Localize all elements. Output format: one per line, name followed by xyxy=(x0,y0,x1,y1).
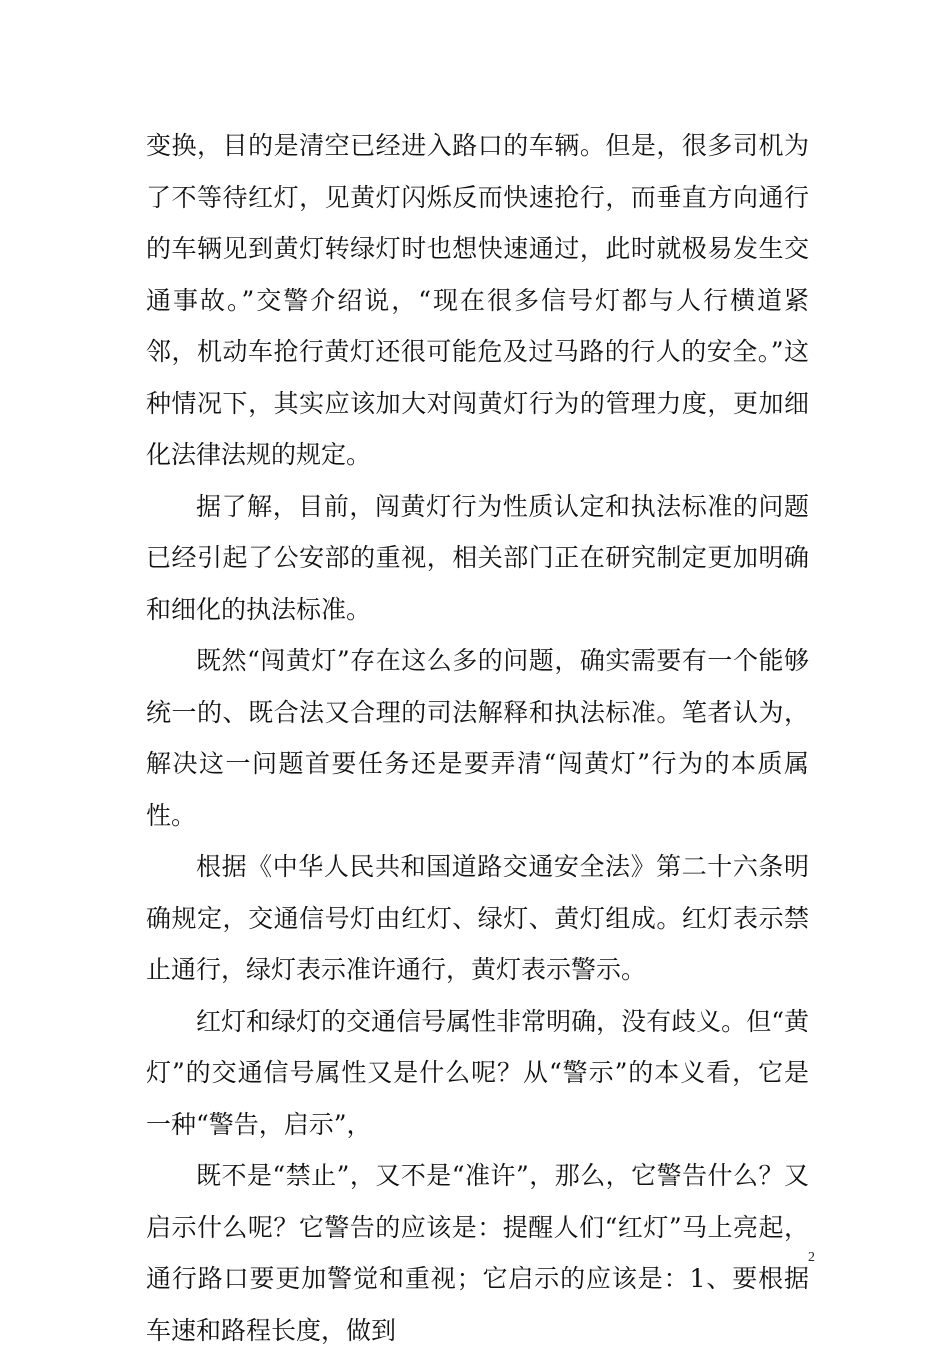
page-number: 2 xyxy=(808,1250,815,1265)
paragraph-3: 既然“闯黄灯”存在这么多的问题，确实需要有一个能够统一的、既合法又合理的司法解释和执法标准。笔者认为，解决这一问题首要任务还是要弄清“闯黄灯”行为的本质属性。 xyxy=(146,646,809,830)
document-body xyxy=(146,120,809,1356)
paragraph-4: 根据《中华人民共和国道路交通安全法》第二十六条明确规定，交通信号灯由红灯、绿灯、黄灯组成。红灯表示禁止通行，绿灯表示准许通行，黄灯表示警示。 xyxy=(146,852,809,984)
paragraph-6: 既不是“禁止”，又不是“准许”，那么，它警告什么？又启示什么呢？它警告的应该是：提醒人们“红灯”马上亮起，通行路口要更加警觉和重视；它启示的应该是：1、要根据车速和路程长度，做到 xyxy=(146,1161,809,1345)
paragraph-1: 变换，目的是清空已经进入路口的车辆。但是，很多司机为了不等待红灯，见黄灯闪烁反而快速抢行，而垂直方向通行的车辆见到黄灯转绿灯时也想快速通过，此时就极易发生交通事故。”交警介绍说，“现在很多信号灯都与人行横道紧邻，机动车抢行黄灯还很可能危及过马路的行人的安全。”这种情况下，其实应该加大对闯黄灯行为的管理力度，更加细化法律法规的规定。 xyxy=(146,131,809,469)
paragraph-5: 红灯和绿灯的交通信号属性非常明确，没有歧义。但“黄灯”的交通信号属性又是什么呢？从“警示”的本义看，它是一种“警告，启示”， xyxy=(146,1006,809,1139)
paragraph-2: 据了解，目前，闯黄灯行为性质认定和执法标准的问题已经引起了公安部的重视，相关部门正在研究制定更加明确和细化的执法标准。 xyxy=(146,491,809,624)
